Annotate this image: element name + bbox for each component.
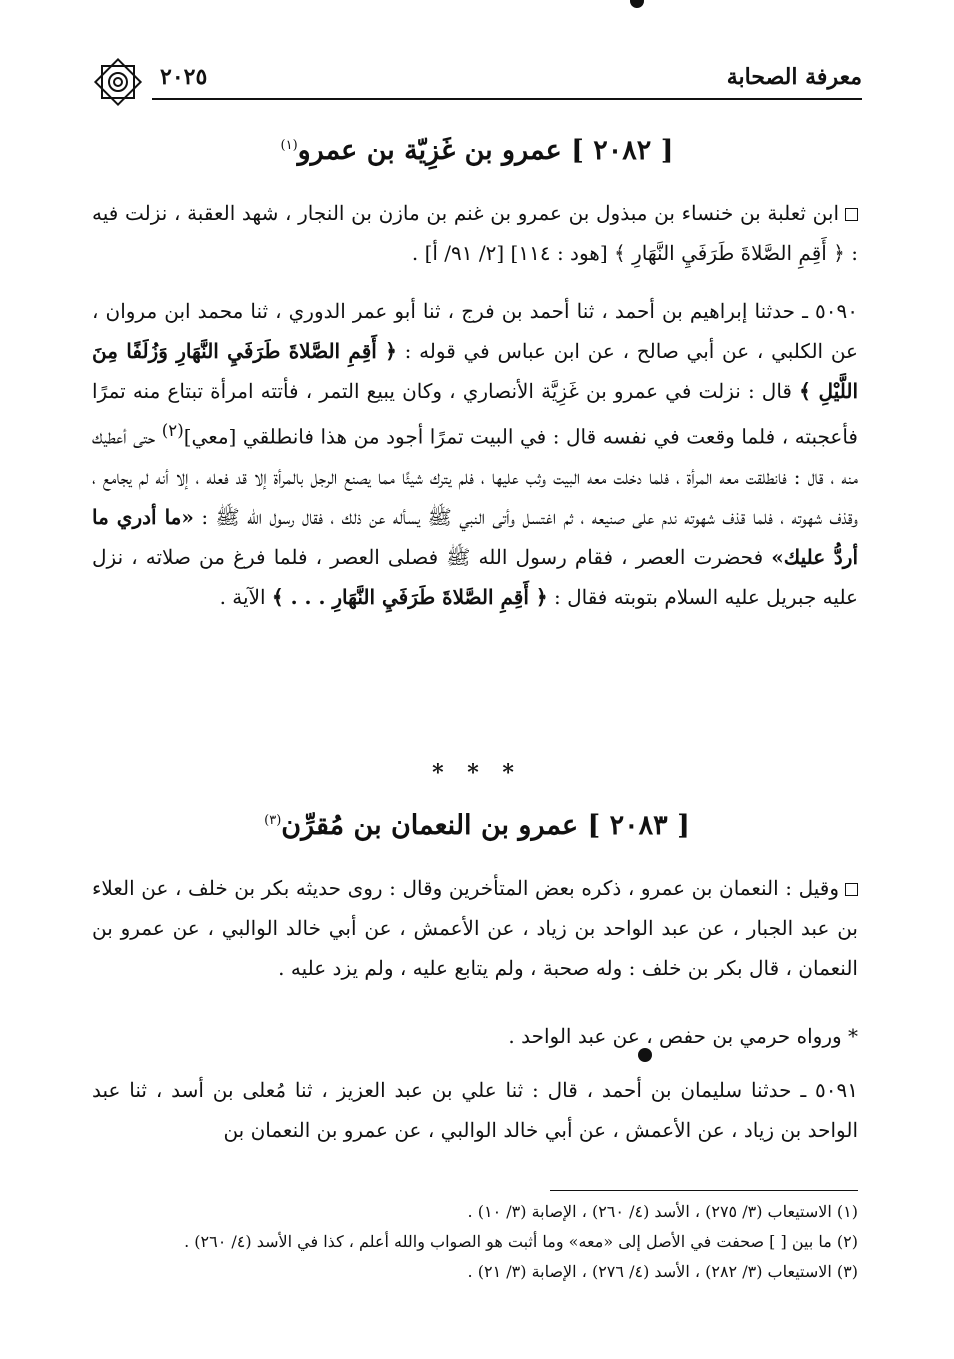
hadith-5091 bbox=[92, 1070, 858, 1150]
quran-quote: ﴿ أَقِمِ الصَّلاةَ طَرَفَيِ النَّهَارِ وَزُلَفًا مِنَ اللَّيْلِ ﴾ bbox=[92, 339, 858, 403]
hadith-text: ٥٠٩٠ ـ حدثنا إبراهيم بن أحمد ، ثنا أحمد بن فرج ، ثنا أبو عمر الدوري ، ثنا محمد ابن مروان ، عن الكلبي ، عن أبي صالح ، عن ابن عباس في قوله : bbox=[92, 299, 858, 363]
narration-note bbox=[92, 1016, 858, 1056]
footnote-1: (١) الاستيعاب (٣/ ٢٧٥) ، الأسد (٤/ ٢٦٠) ، الإصابة (٣/ ١٠) . bbox=[467, 1202, 858, 1221]
page-number: ٢٠٢٥ bbox=[160, 64, 208, 90]
hadith-text: فحضرت العصر ، فقام رسول الله ﷺ فصلى العصر ، فلما فرغ من صلاته ، نزل عليه جبريل عليه السلام بتوبته فقال : bbox=[92, 544, 858, 609]
ornament-icon bbox=[90, 54, 146, 110]
page-header bbox=[90, 58, 862, 110]
footnote-ref: (١) bbox=[280, 138, 298, 153]
square-marker-icon bbox=[845, 208, 858, 221]
footnotes bbox=[92, 1197, 858, 1287]
quran-quote: ﴿ أَقِمِ الصَّلاةَ طَرَفَيِ النَّهَارِ . . . ﴾ bbox=[271, 584, 548, 609]
footnote-3: (٣) الاستيعاب (٣/ ٢٨٢) ، الأسد (٤/ ٢٧٦) ، الإصابة (٣/ ٢١) . bbox=[467, 1262, 858, 1281]
hadith-text: الآية . bbox=[219, 584, 266, 609]
footnote-ref: (٣) bbox=[264, 813, 282, 828]
section-separator: * * * bbox=[432, 760, 522, 786]
hadith-5090 bbox=[92, 291, 858, 617]
intro-text: ابن ثعلبة بن خنساء بن مبذول بن عمرو بن غنم بن مازن بن النجار ، شهد العقبة ، نزلت فيه : ﴿ أَقِمِ الصَّلاةَ طَرَفَيِ النَّهَارِ ﴾ [هود : ١١٤] [٢/ ٩١/ أ] . bbox=[92, 201, 858, 265]
hadith-text: ٥٠٩١ ـ حدثنا سليمان بن أحمد ، قال : ثنا علي بن عبد العزيز ، ثنا مُعلى بن أسد ، ثنا عبد الواحد بن زياد ، عن الأعمش ، عن أبي خالد الوالبي ، عن عمرو بن النعمان بن bbox=[92, 1078, 858, 1142]
note-text: * ورواه حرمي بن حفص ، عن عبد الواحد . bbox=[508, 1024, 858, 1048]
entry-heading-text: [ ٢٠٨٢ ] عمرو بن غَزِيّة بن عمرو bbox=[297, 135, 674, 166]
entry-heading-2083 bbox=[92, 810, 862, 841]
ink-mark bbox=[630, 0, 644, 8]
prophet-quote: «ما أدري ما أردُّ عليك» bbox=[92, 504, 859, 569]
footnote-ref: (٢) bbox=[161, 421, 184, 440]
hadith-text: قال : نزلت في عمرو بن غَزِيَّة الأنصاري ، وكان يبيع التمر ، فأتته امرأة تبتاع منه تمرًا فأعجبته ، فلما وقعت في نفسه قال : في البيت تمرًا أجود من هذا فانطلقي [معي] bbox=[92, 379, 858, 449]
entry-intro-2083 bbox=[92, 868, 858, 988]
footnote-2: (٢) ما بين [ ] صحفت في الأصل إلى «معه» وما أثبت هو الصواب والله أعلم ، كذا في الأسد (٤/ ٢٦٠) . bbox=[184, 1232, 858, 1251]
entry-heading-text: [ ٢٠٨٣ ] عمرو بن النعمان بن مُقرِّن bbox=[281, 810, 690, 841]
entry-heading-2082 bbox=[92, 135, 862, 166]
header-rule bbox=[152, 98, 862, 100]
ink-dot bbox=[638, 1048, 652, 1062]
running-title: معرفة الصحابة bbox=[726, 64, 862, 90]
entry-intro-2082 bbox=[92, 193, 858, 273]
intro-text: وقيل : النعمان بن عمرو ، ذكره بعض المتأخرين وقال : روى حديثه بكر بن خلف ، عن العلاء بن عبد الجبار ، عن عبد الواحد بن زياد ، عن الأعمش ، عن أبي خالد الوالبي ، عن عمرو بن النعمان ، قال بكر بن خلف : وله صحبة ، ولم يتابع عليه ، ولم يزد عليه . bbox=[92, 876, 858, 980]
footnote-rule bbox=[550, 1190, 858, 1191]
square-marker-icon bbox=[845, 883, 858, 896]
hadith-text: حتى أعطيك منه ، قال : فانطلقت معه المرأة ، فلما دخلت معه البيت وثب عليها ، فلم يترك شيئًا مما يصنع الرجل بالمرأة إلا قد فعله ، إلا أنه لم يجامع ، وقذف شهوته ، فلما قذف شهوته ندم على صنيعه ، ثم اغتسل وأتى النبي ﷺ يسأله عن ذلك ، فقال رسول الله ﷺ : bbox=[92, 424, 858, 529]
